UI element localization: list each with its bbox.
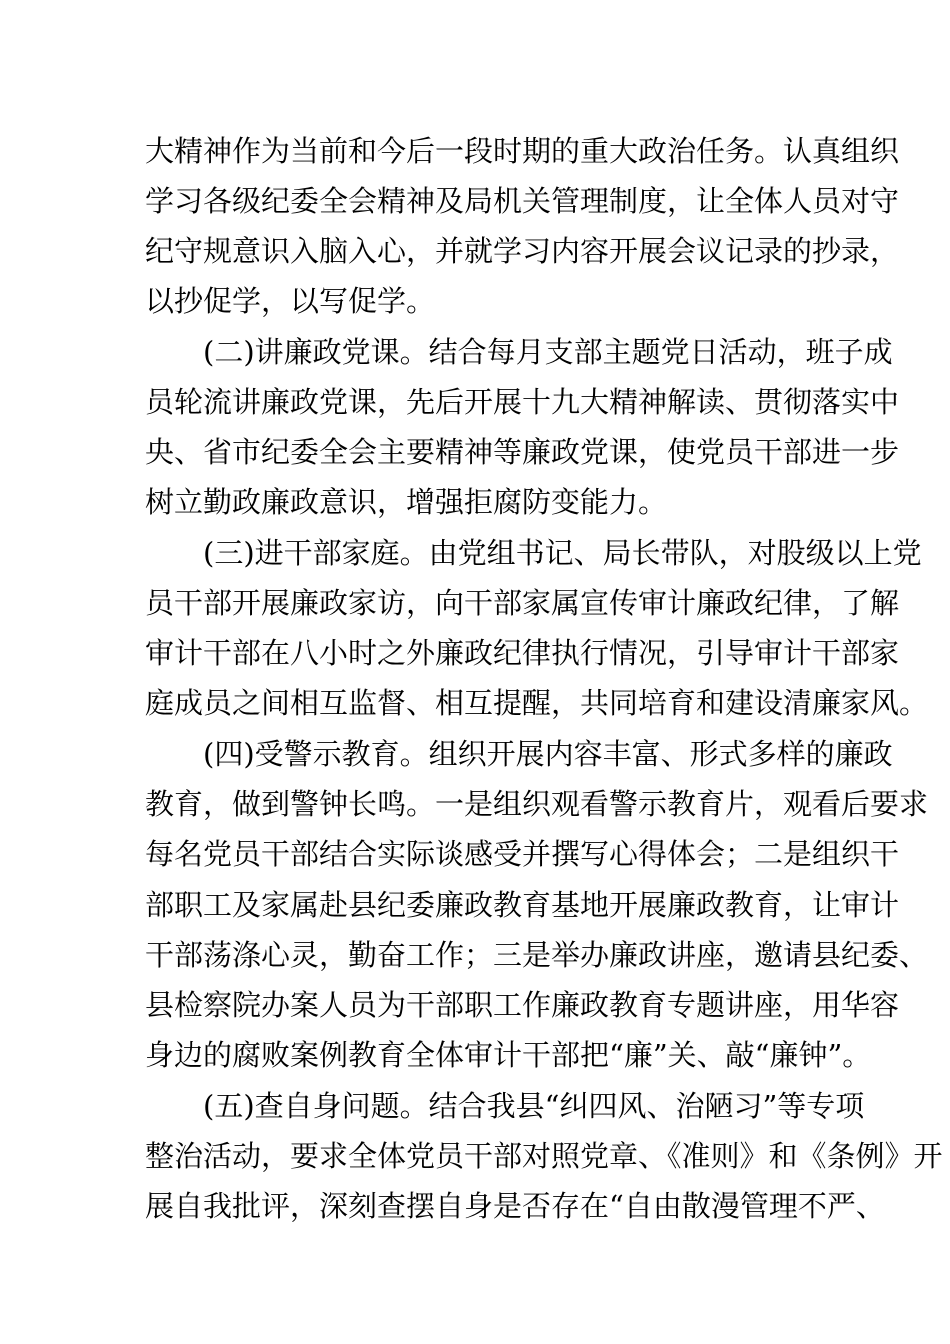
paragraph-line: 审计干部在八小时之外廉政纪律执行情况，引导审计干部家 [145,636,900,670]
paragraph-line: 部职工及家属赴县纪委廉政教育基地开展廉政教育，让审计 [145,888,900,922]
paragraph-line: 以抄促学，以写促学。 [145,284,436,318]
paragraph-line: 员干部开展廉政家访，向干部家属宣传审计廉政纪律，了解 [145,586,900,620]
paragraph-line: 身边的腐败案例教育全体审计干部把“廉”关、敲“廉钟”。 [145,1038,872,1072]
paragraph-line: 学习各级纪委全会精神及局机关管理制度，让全体人员对守 [145,184,900,218]
paragraph-line: (三)进干部家庭。由党组书记、局长带队，对股级以上党 [203,536,922,570]
paragraph-line: 央、省市纪委全会主要精神等廉政党课，使党员干部进一步 [145,435,900,469]
paragraph-line: 县检察院办案人员为干部职工作廉政教育专题讲座，用华容 [145,988,900,1022]
paragraph-line: 教育，做到警钟长鸣。一是组织观看警示教育片，观看后要求 [145,787,929,821]
paragraph-line: 干部荡涤心灵，勤奋工作；三是举办廉政讲座，邀请县纪委、 [145,938,929,972]
paragraph-line: 纪守规意识入脑入心，并就学习内容开展会议记录的抄录， [145,234,900,268]
paragraph-line: 整治活动，要求全体党员干部对照党章、《准则》和《条例》开 [145,1139,943,1173]
paragraph-line: 大精神作为当前和今后一段时期的重大政治任务。认真组织 [145,134,900,168]
paragraph-line: 树立勤政廉政意识，增强拒腐防变能力。 [145,485,668,519]
paragraph-line: 庭成员之间相互监督、相互提醒，共同培育和建设清廉家风。 [145,686,929,720]
paragraph-line: (五)查自身问题。结合我县“纠四风、治陋习”等专项 [203,1089,865,1123]
paragraph-line: (四)受警示教育。组织开展内容丰富、形式多样的廉政 [203,737,893,771]
paragraph-line: (二)讲廉政党课。结合每月支部主题党日活动，班子成 [203,335,893,369]
paragraph-line: 员轮流讲廉政党课，先后开展十九大精神解读、贯彻落实中 [145,385,900,419]
paragraph-line: 展自我批评，深刻查摆自身是否存在“自由散漫管理不严、 [145,1189,885,1223]
paragraph-line: 每名党员干部结合实际谈感受并撰写心得体会；二是组织干 [145,837,900,871]
